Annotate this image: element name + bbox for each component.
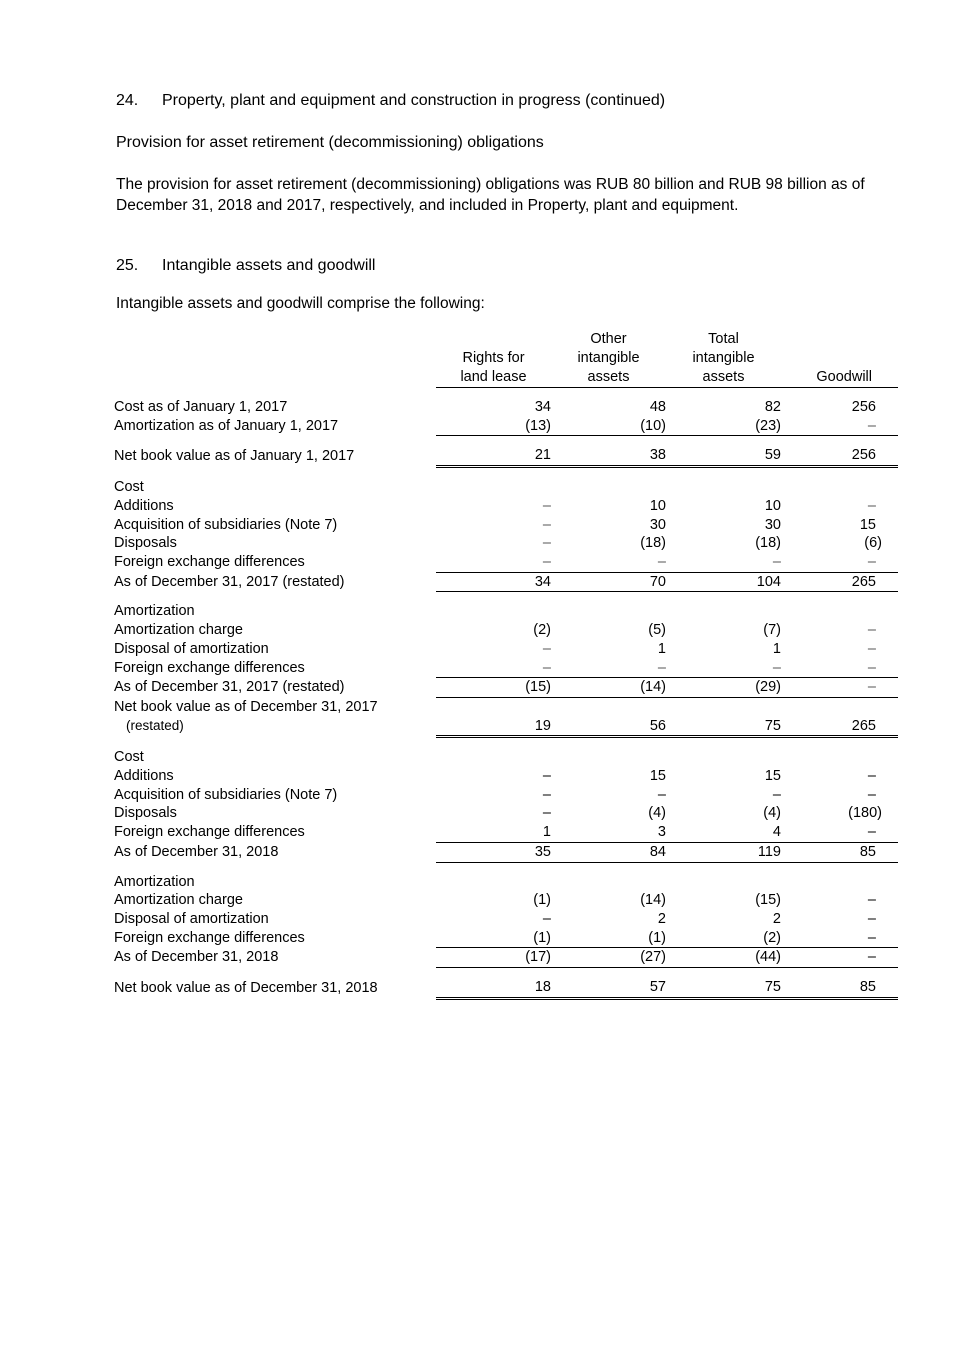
table-row bbox=[114, 978, 898, 998]
header-row bbox=[114, 330, 898, 349]
table-cell: (2) bbox=[666, 929, 781, 948]
table-cell: (1) bbox=[436, 929, 551, 948]
table-cell: 35 bbox=[436, 842, 551, 862]
table-cell: (1) bbox=[551, 929, 666, 948]
table-row bbox=[114, 398, 898, 417]
table-row bbox=[114, 748, 898, 767]
table-cell: – bbox=[867, 892, 876, 909]
table-cell: – bbox=[542, 910, 551, 927]
table-cell: – bbox=[542, 768, 551, 784]
table-row bbox=[114, 697, 898, 716]
table-cell: 75 bbox=[666, 717, 781, 737]
table-cell: (27) bbox=[551, 948, 666, 968]
table-cell: 34 bbox=[436, 572, 551, 592]
table-cell: – bbox=[666, 553, 781, 572]
table-row bbox=[114, 478, 898, 497]
row-label: Cost as of January 1, 2017 bbox=[114, 399, 288, 416]
table-cell: – bbox=[781, 678, 898, 698]
section-number: 24. bbox=[116, 92, 139, 109]
header-cell: intangible bbox=[692, 349, 755, 366]
table-cell: 2 bbox=[772, 910, 781, 927]
row-label: As of December 31, 2018 bbox=[114, 949, 279, 966]
table-row bbox=[114, 786, 898, 805]
table-cell: (14) bbox=[551, 678, 666, 698]
table-row bbox=[114, 572, 898, 592]
header-cell: assets bbox=[666, 367, 781, 387]
table-row bbox=[114, 842, 898, 862]
header-cell bbox=[781, 330, 898, 349]
section-24-heading bbox=[116, 92, 665, 110]
table-cell: – bbox=[781, 553, 898, 572]
row-label: Acquisition of subsidiaries (Note 7) bbox=[114, 786, 338, 803]
table-cell: (44) bbox=[666, 948, 781, 968]
header-cell: Total bbox=[708, 331, 739, 348]
table-cell: – bbox=[436, 659, 551, 678]
row-label: Cost bbox=[114, 479, 144, 496]
provision-paragraph: The provision for asset retirement (decommissioning) obligations was RUB 80 billion and RUB 98 billion as of December 31, 2018 and 2017, respectively, and included in Property, plant and equipment. bbox=[116, 176, 865, 214]
table-cell: 30 bbox=[764, 516, 781, 533]
table-cell: 56 bbox=[551, 717, 666, 737]
row-label: As of December 31, 2017 (restated) bbox=[114, 679, 345, 696]
table-row bbox=[114, 516, 898, 535]
intangible-assets-table bbox=[114, 330, 898, 1000]
table-cell: (4) bbox=[648, 805, 666, 822]
table-cell: (18) bbox=[755, 535, 781, 552]
table-cell: (1) bbox=[533, 892, 551, 909]
table-cell: 256 bbox=[781, 446, 898, 466]
table-cell: (5) bbox=[648, 622, 666, 639]
row-label: (restated) bbox=[126, 718, 184, 734]
table-cell: 30 bbox=[649, 516, 666, 533]
row-label: Net book value as of December 31, 2017 bbox=[114, 698, 378, 715]
table-cell: – bbox=[542, 516, 551, 533]
table-row bbox=[114, 497, 898, 516]
table-cell: – bbox=[542, 497, 551, 514]
header-cell: Rights for bbox=[462, 349, 525, 366]
table-cell: – bbox=[781, 929, 898, 948]
table-cell: 18 bbox=[436, 978, 551, 998]
table-cell: (17) bbox=[436, 948, 551, 968]
table-cell: 38 bbox=[551, 446, 666, 466]
section-25-heading bbox=[116, 257, 375, 275]
table-cell: (29) bbox=[666, 678, 781, 698]
table-cell: (4) bbox=[763, 805, 781, 822]
table-cell: (2) bbox=[533, 622, 551, 639]
row-label: Amortization bbox=[114, 603, 195, 620]
row-label: Acquisition of subsidiaries (Note 7) bbox=[114, 516, 338, 533]
table-cell: 48 bbox=[649, 399, 666, 416]
table-cell: (6) bbox=[864, 535, 882, 552]
table-cell: – bbox=[781, 659, 898, 678]
row-label: Foreign exchange differences bbox=[114, 554, 305, 571]
table-cell: – bbox=[551, 553, 666, 572]
row-label: Disposals bbox=[114, 535, 177, 552]
table-cell: – bbox=[781, 823, 898, 842]
table-row bbox=[114, 891, 898, 910]
row-label: Additions bbox=[114, 768, 174, 784]
table-row bbox=[114, 602, 898, 621]
table-cell: (13) bbox=[436, 417, 551, 436]
table-cell: – bbox=[867, 497, 876, 514]
subheading: Provision for asset retirement (decommissioning) obligations bbox=[116, 134, 544, 151]
table-cell: – bbox=[436, 553, 551, 572]
table-cell: (10) bbox=[551, 417, 666, 436]
table-cell: 256 bbox=[851, 399, 876, 416]
table-cell: – bbox=[542, 640, 551, 657]
header-row bbox=[114, 349, 898, 368]
table-cell: (7) bbox=[763, 622, 781, 639]
table-row bbox=[114, 446, 898, 466]
table-row bbox=[114, 929, 898, 948]
table-row bbox=[114, 767, 898, 786]
row-label: Cost bbox=[114, 749, 144, 766]
table-cell: 75 bbox=[666, 978, 781, 998]
header-cell: Goodwill bbox=[781, 367, 898, 387]
table-cell: 1 bbox=[657, 640, 666, 657]
table-cell: – bbox=[551, 659, 666, 678]
table-cell: – bbox=[867, 910, 876, 927]
header-cell: Other bbox=[590, 331, 627, 348]
table-cell: 4 bbox=[666, 823, 781, 842]
table-row bbox=[114, 417, 898, 436]
table-cell: – bbox=[781, 417, 898, 436]
header-cell: assets bbox=[551, 367, 666, 387]
header-cell: intangible bbox=[577, 349, 640, 366]
table-cell: – bbox=[542, 805, 551, 822]
table-cell: – bbox=[666, 659, 781, 678]
section-title: Property, plant and equipment and construction in progress (continued) bbox=[162, 92, 666, 109]
row-label: Net book value as of December 31, 2018 bbox=[114, 979, 378, 996]
table-cell: – bbox=[542, 535, 551, 552]
row-label: Amortization as of January 1, 2017 bbox=[114, 418, 339, 435]
row-label: Foreign exchange differences bbox=[114, 659, 305, 676]
row-label: Additions bbox=[114, 497, 174, 514]
header-cell bbox=[436, 330, 551, 349]
table-cell: 70 bbox=[551, 572, 666, 592]
table-cell: 57 bbox=[551, 978, 666, 998]
row-label: As of December 31, 2018 bbox=[114, 843, 279, 860]
table-row bbox=[114, 659, 898, 678]
table-cell: (15) bbox=[436, 678, 551, 698]
table-row bbox=[114, 553, 898, 572]
table-cell: 10 bbox=[764, 497, 781, 514]
table-cell: 85 bbox=[781, 842, 898, 862]
row-label: Disposals bbox=[114, 805, 177, 822]
table-cell: 15 bbox=[859, 516, 876, 533]
table-cell: (18) bbox=[640, 535, 666, 552]
row-label: Net book value as of January 1, 2017 bbox=[114, 448, 355, 465]
table-cell: – bbox=[657, 786, 666, 803]
table-cell: 10 bbox=[649, 497, 666, 514]
table-row bbox=[114, 873, 898, 892]
header-cell: land lease bbox=[436, 367, 551, 387]
header-cell bbox=[781, 349, 898, 368]
table-cell: – bbox=[542, 786, 551, 803]
table-cell: 21 bbox=[436, 446, 551, 466]
table-cell: 265 bbox=[781, 717, 898, 737]
table-cell: 15 bbox=[649, 768, 666, 784]
table-cell: 59 bbox=[666, 446, 781, 466]
row-label: Disposal of amortization bbox=[114, 640, 269, 657]
table-cell: – bbox=[867, 622, 876, 639]
table-cell: 119 bbox=[666, 842, 781, 862]
table-cell: 19 bbox=[436, 717, 551, 737]
table-row bbox=[114, 640, 898, 659]
row-label: Amortization charge bbox=[114, 892, 243, 909]
table-cell: (15) bbox=[755, 892, 781, 909]
table-cell: 1 bbox=[772, 640, 781, 657]
table-cell: – bbox=[867, 786, 876, 803]
table-cell: – bbox=[867, 768, 876, 784]
row-label: Amortization bbox=[114, 873, 195, 890]
table-cell: – bbox=[781, 948, 898, 968]
intro-text: Intangible assets and goodwill comprise the following: bbox=[116, 295, 485, 312]
table-cell: 85 bbox=[781, 978, 898, 998]
table-row bbox=[114, 534, 898, 553]
row-label: Amortization charge bbox=[114, 622, 243, 639]
row-label: As of December 31, 2017 (restated) bbox=[114, 573, 345, 590]
table-row bbox=[114, 717, 898, 737]
table-cell: 15 bbox=[764, 768, 781, 784]
table-cell: 2 bbox=[657, 910, 666, 927]
table-cell: (180) bbox=[848, 805, 882, 822]
header-row bbox=[114, 367, 898, 387]
table-row bbox=[114, 621, 898, 640]
table-row bbox=[114, 823, 898, 842]
table-cell: (14) bbox=[640, 892, 666, 909]
row-label: Foreign exchange differences bbox=[114, 824, 305, 841]
table-row bbox=[114, 910, 898, 929]
table-cell: 3 bbox=[551, 823, 666, 842]
table-cell: 84 bbox=[551, 842, 666, 862]
table-cell: – bbox=[867, 640, 876, 657]
table-cell: 104 bbox=[666, 572, 781, 592]
table-row bbox=[114, 678, 898, 698]
table-row bbox=[114, 948, 898, 968]
section-title: Intangible assets and goodwill bbox=[162, 257, 376, 274]
table-cell: 265 bbox=[781, 572, 898, 592]
table-cell: 34 bbox=[534, 399, 551, 416]
row-label: Disposal of amortization bbox=[114, 910, 269, 927]
section-number: 25. bbox=[116, 257, 139, 274]
table-cell: (23) bbox=[666, 417, 781, 436]
row-label: Foreign exchange differences bbox=[114, 929, 305, 946]
table-row bbox=[114, 804, 898, 823]
table-cell: 1 bbox=[436, 823, 551, 842]
table-cell: – bbox=[772, 786, 781, 803]
table-cell: 82 bbox=[764, 399, 781, 416]
